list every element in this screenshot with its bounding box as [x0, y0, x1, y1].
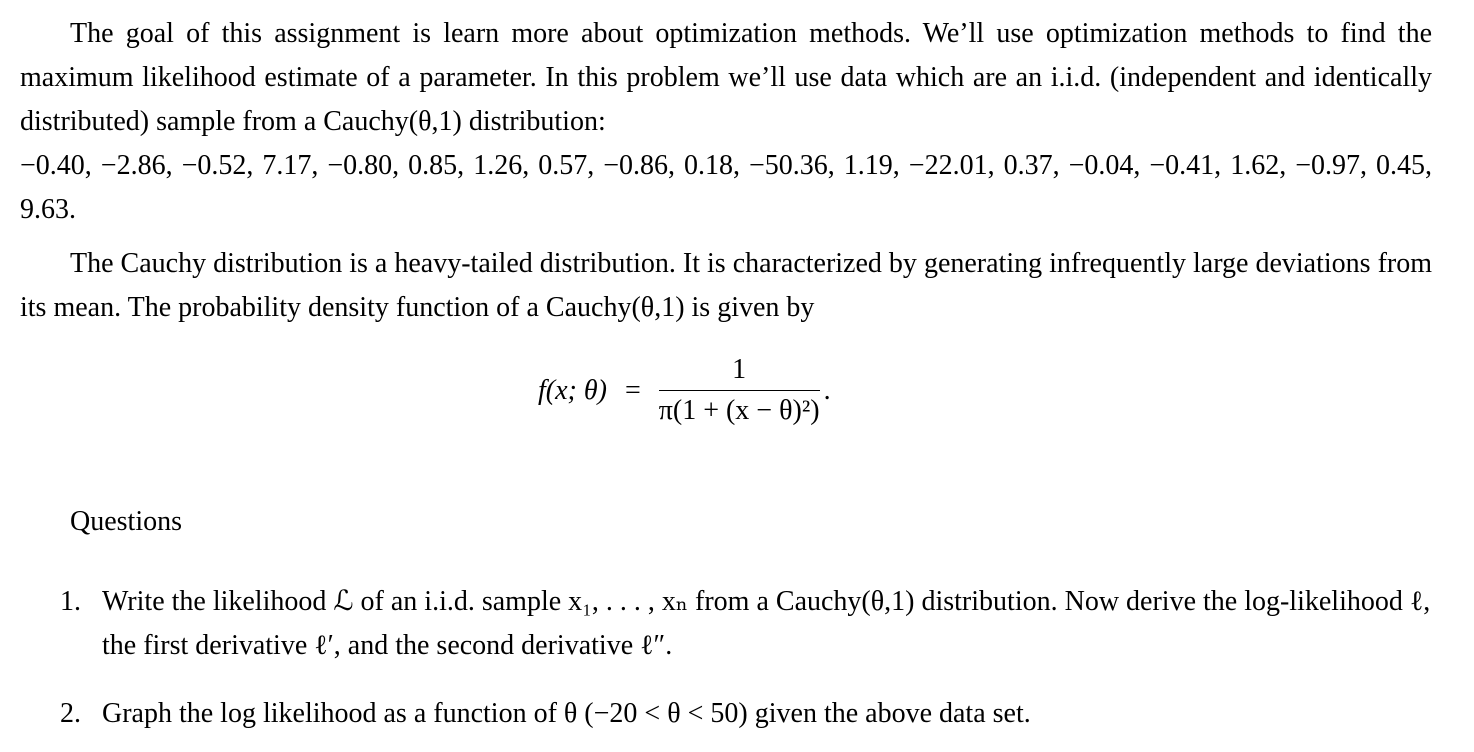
cauchy-paragraph: The Cauchy distribution is a heavy-tailed distribution. It is characterized by generating infrequently large deviations from its mean. The probability density function of a Cauchy(θ,1) is given by — [20, 248, 1432, 323]
question-number: 1. — [60, 586, 81, 617]
formula-period: . — [823, 374, 831, 406]
questions-heading: Questions — [70, 506, 182, 537]
formula-denominator: π(1 + (x − θ)²) — [658, 395, 820, 426]
question-item — [60, 580, 1432, 668]
document-body — [20, 12, 1432, 330]
question-text: Graph the log likelihood as a function of θ (−20 < θ < 50) given the above data set. — [102, 698, 1031, 729]
data-values: −0.40, −2.86, −0.52, 7.17, −0.80, 0.85, 1.26, 0.57, −0.86, 0.18, −50.36, 1.19, −22.01, 0.37, −0.04, −0.41, 1.62, −0.97, 0.45, 9.63. — [20, 150, 1432, 225]
question-number: 2. — [60, 698, 81, 729]
formula-lhs: f(x; θ) — [538, 374, 607, 406]
formula-numerator: 1 — [732, 354, 747, 385]
formula-fraction — [659, 350, 820, 431]
pdf-formula — [538, 350, 831, 431]
questions-list — [60, 580, 1432, 736]
question-item — [60, 692, 1432, 736]
question-text: Write the likelihood ℒ of an i.i.d. sample x₁, . . . , xₙ from a Cauchy(θ,1) distribution. Now derive the log-likelihood ℓ, the first derivative ℓ′, and the second derivative ℓ″. — [102, 586, 1431, 661]
intro-paragraph: The goal of this assignment is learn more about optimization methods. We’ll use optimization methods to find the maximum likelihood estimate of a parameter. In this problem we’ll use data which are an i.i.d. (independent and identically distributed) sample from a Cauchy(θ,1) distribution: — [20, 18, 1432, 137]
formula-equals: = — [624, 374, 641, 406]
